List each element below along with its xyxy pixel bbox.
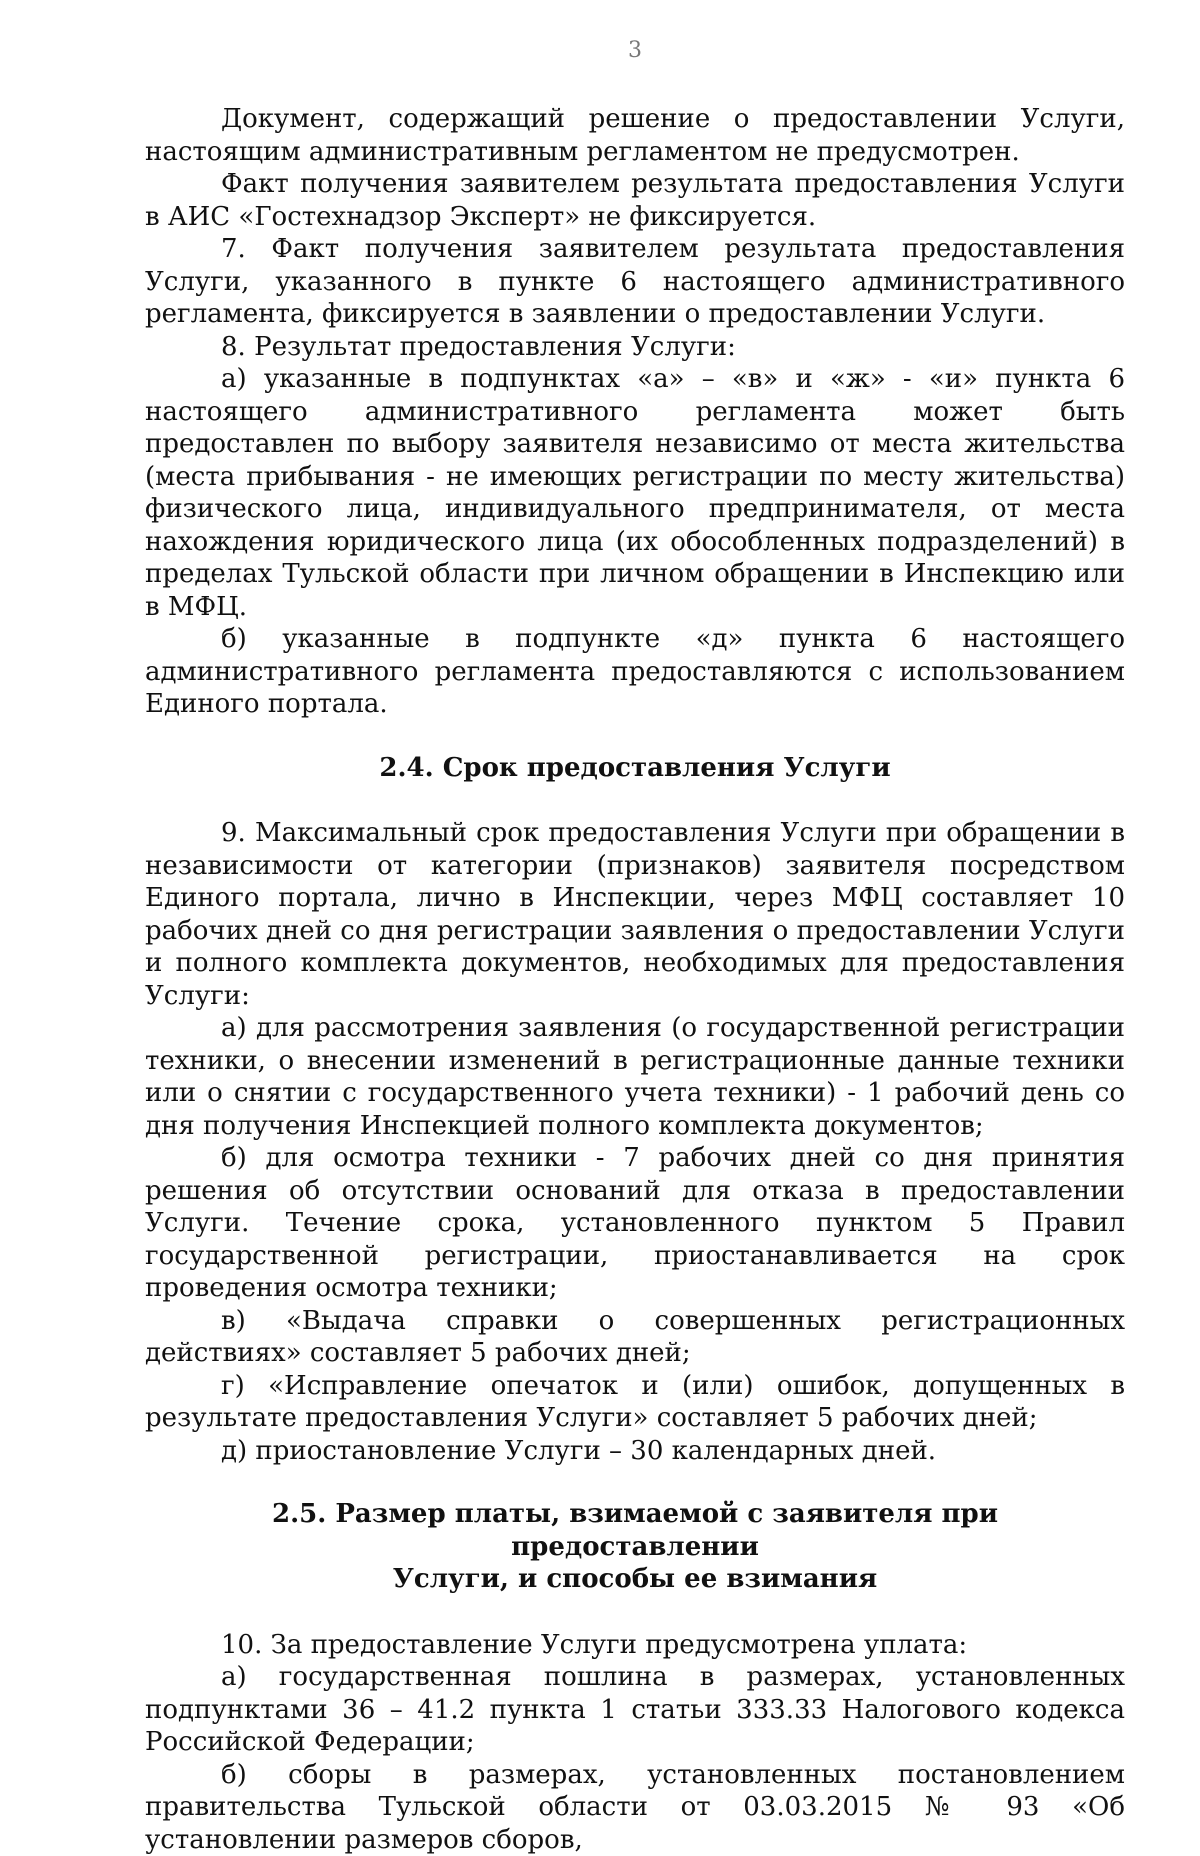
document-body <box>145 103 1125 1856</box>
subparagraph-a: а) указанные в подпунктах «а» – «в» и «ж» - «и» пункта 6 настоящего административного регламента может быть предоставлен по выбору заявителя независимо от места жительства (места прибывания - не имеющих регистрации по месту жительства) физического лица, индивидуального предпринимателя, от места нахождения юридического лица (их обособленных подразделений) в пределах Тульской области при личном обращении в Инспекцию или в МФЦ. <box>145 363 1125 623</box>
subparagraph-b: б) для осмотра техники - 7 рабочих дней со дня принятия решения об отсутствии оснований для отказа в предоставлении Услуги. Течение срока, установленного пунктом 5 Правил государственной регистрации, приостанавливается на срок проведения осмотра техники; <box>145 1142 1125 1305</box>
subparagraph-d: д) приостановление Услуги – 30 календарных дней. <box>145 1435 1125 1468</box>
section-heading-line: 2.5. Размер платы, взимаемой с заявителя при предоставлении <box>145 1498 1125 1563</box>
subparagraph-v: в) «Выдача справки о совершенных регистрационных действиях» составляет 5 рабочих дней; <box>145 1305 1125 1370</box>
section-heading-2-5 <box>145 1498 1125 1596</box>
subparagraph-b: б) сборы в размерах, установленных постановлением правительства Тульской области от 03.03.2015 № 93 «Об установлении размеров сборов, <box>145 1759 1125 1856</box>
paragraph: Документ, содержащий решение о предоставлении Услуги, настоящим административным регламентом не предусмотрен. <box>145 103 1125 168</box>
section-heading-line: Услуги, и способы ее взимания <box>145 1563 1125 1596</box>
paragraph-item-10: 10. За предоставление Услуги предусмотрена уплата: <box>145 1629 1125 1662</box>
subparagraph-a: а) для рассмотрения заявления (о государственной регистрации техники, о внесении изменений в регистрационные данные техники или о снятии с государственного учета техники) - 1 рабочий день со дня получения Инспекцией полного комплекта документов; <box>145 1012 1125 1142</box>
page-number: 3 <box>0 38 1200 63</box>
paragraph-item-8: 8. Результат предоставления Услуги: <box>145 331 1125 364</box>
subparagraph-g: г) «Исправление опечаток и (или) ошибок, допущенных в результате предоставления Услуги» составляет 5 рабочих дней; <box>145 1370 1125 1435</box>
subparagraph-a: а) государственная пошлина в размерах, установленных подпунктами 36 – 41.2 пункта 1 статьи 333.33 Налогового кодекса Российской Федерации; <box>145 1661 1125 1759</box>
subparagraph-b: б) указанные в подпункте «д» пункта 6 настоящего административного регламента предоставляются с использованием Единого портала. <box>145 623 1125 721</box>
paragraph-item-9: 9. Максимальный срок предоставления Услуги при обращении в независимости от категории (признаков) заявителя посредством Единого портала, лично в Инспекции, через МФЦ составляет 10 рабочих дней со дня регистрации заявления о предоставлении Услуги и полного комплекта документов, необходимых для предоставления Услуги: <box>145 817 1125 1012</box>
paragraph: Факт получения заявителем результата предоставления Услуги в АИС «Гостехнадзор Эксперт» не фиксируется. <box>145 168 1125 233</box>
paragraph-item-7: 7. Факт получения заявителем результата предоставления Услуги, указанного в пункте 6 настоящего административного регламента, фиксируется в заявлении о предоставлении Услуги. <box>145 233 1125 331</box>
section-heading-2-4: 2.4. Срок предоставления Услуги <box>145 752 1125 785</box>
